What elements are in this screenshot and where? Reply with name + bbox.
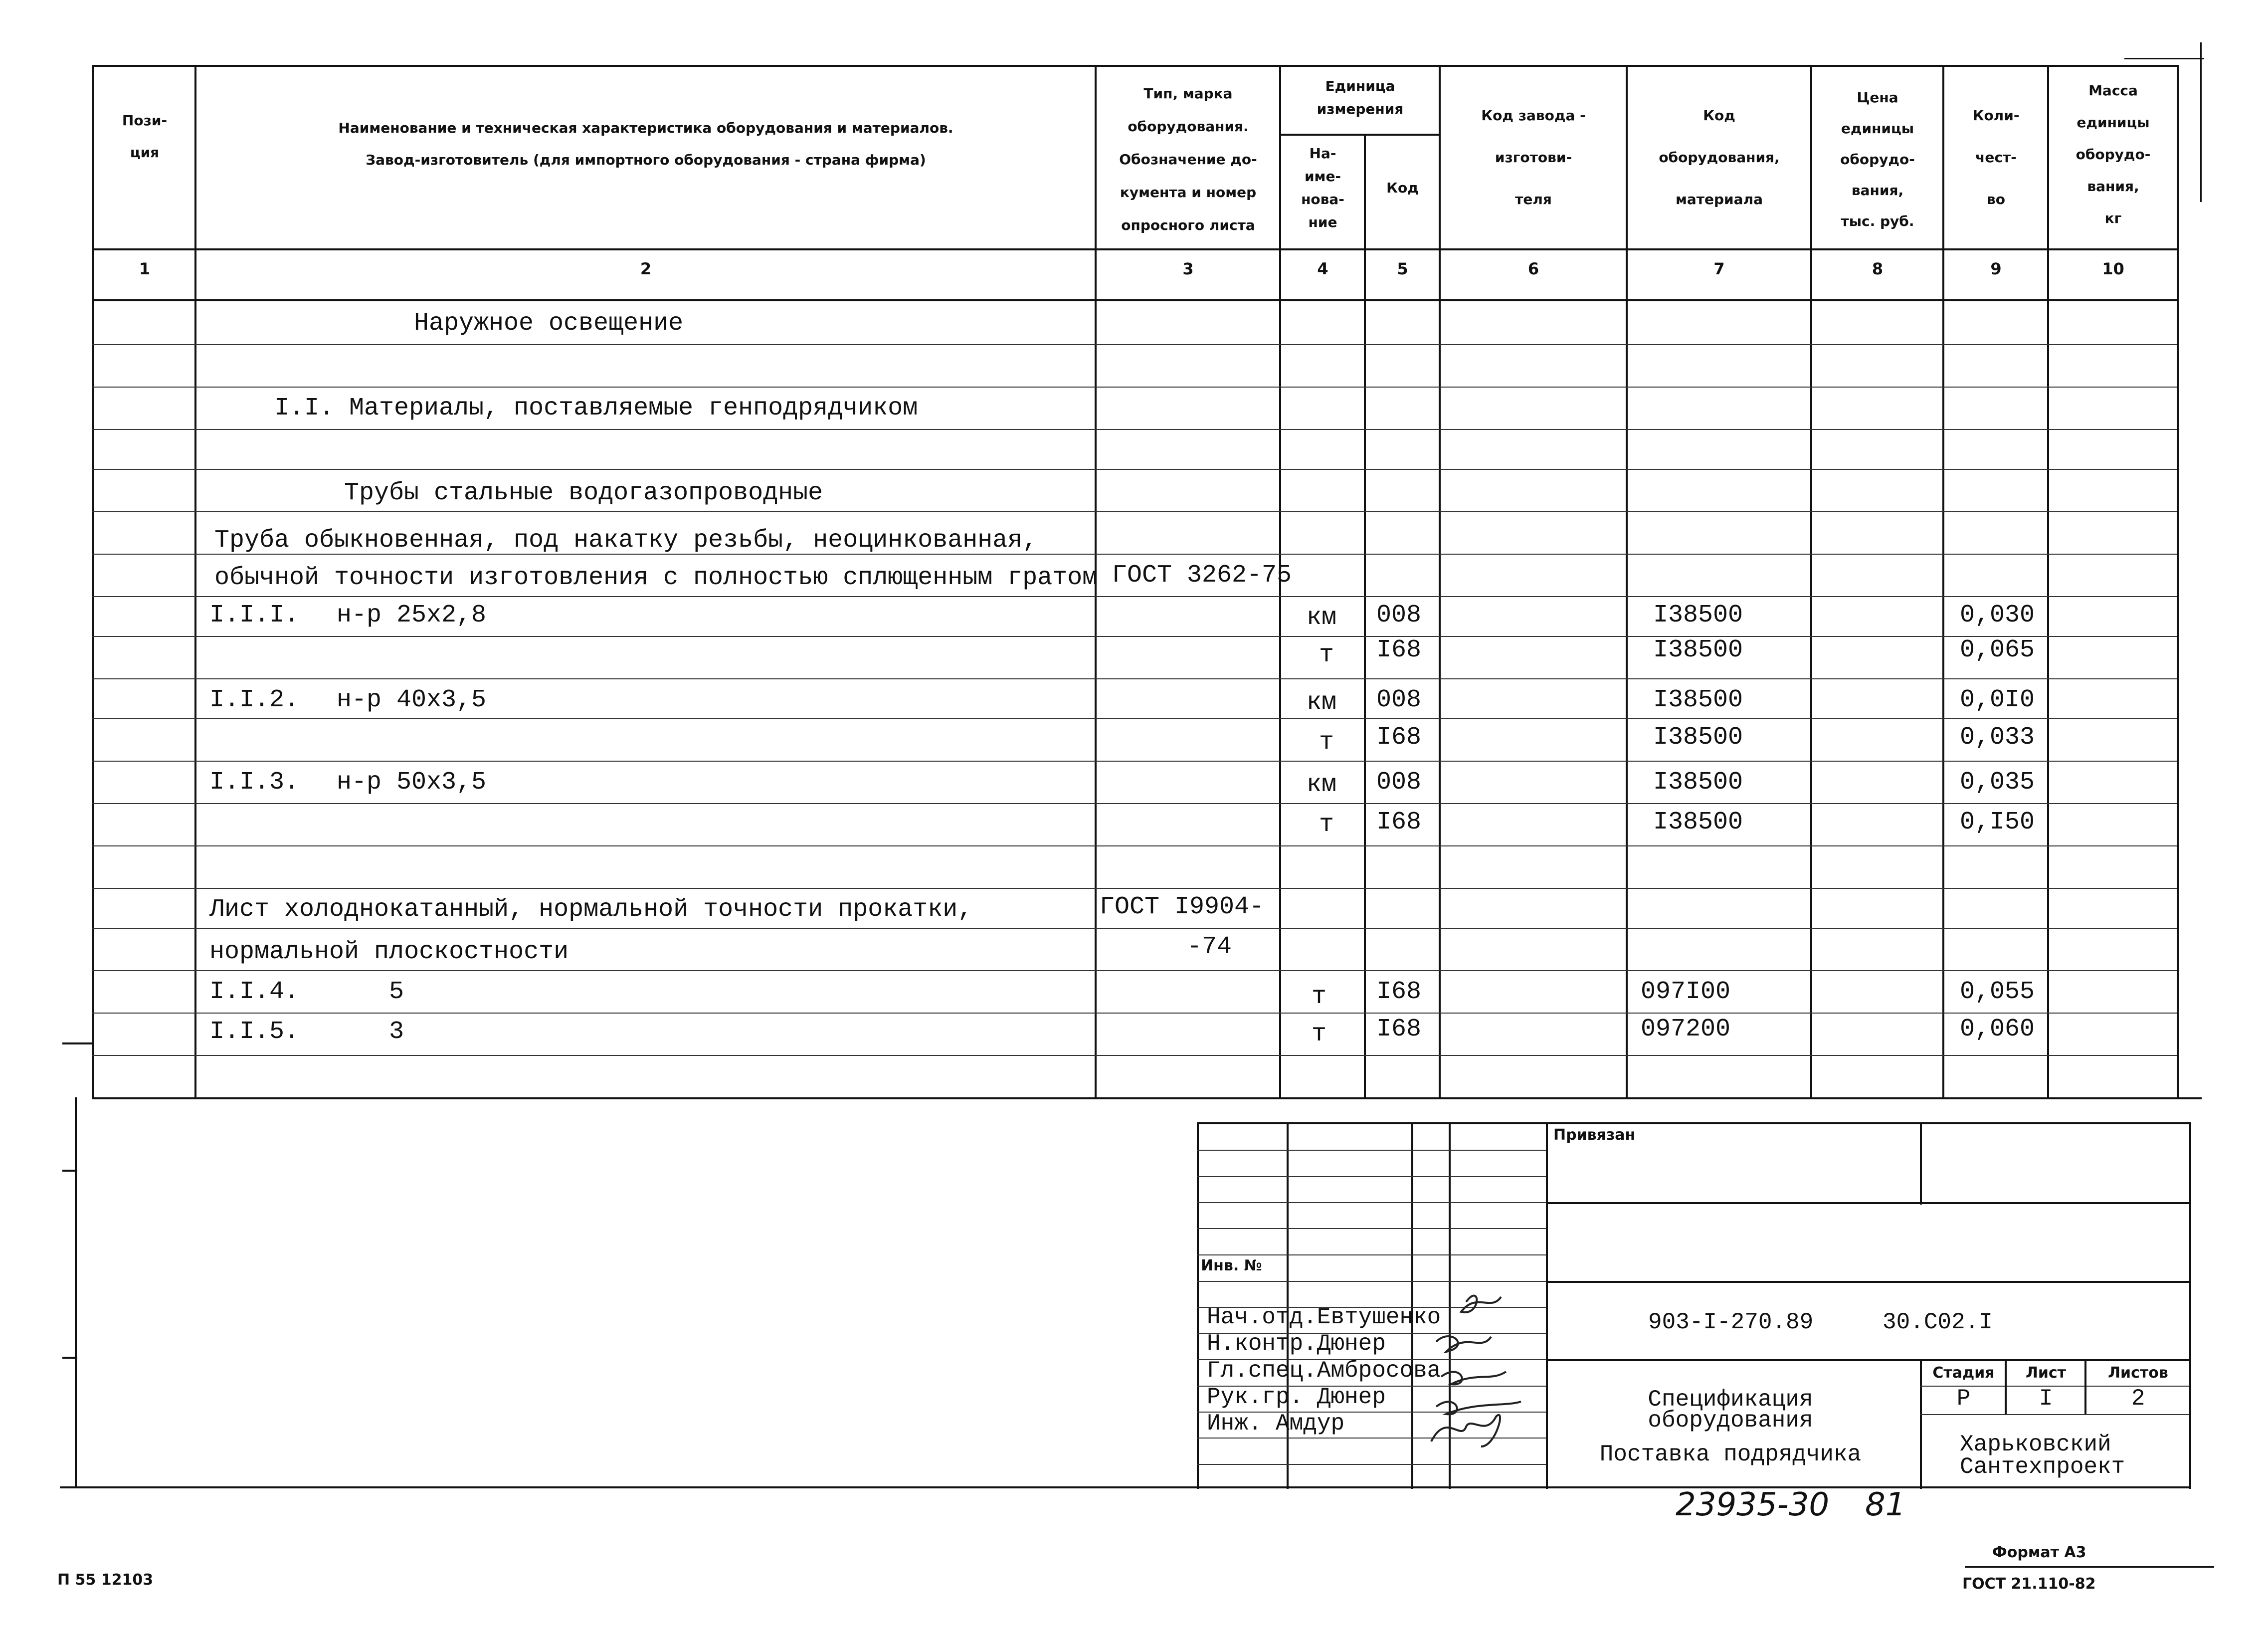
header-col-unit-code <box>1366 172 1439 204</box>
header-col-code <box>1628 95 1810 220</box>
doc-designation: -74 <box>1187 933 1232 961</box>
header-text: Код <box>1703 107 1735 124</box>
doc-designation: ГОСТ 3262-75 <box>1112 561 1292 590</box>
col-number: 1 <box>139 259 151 278</box>
header-col-name <box>197 112 1095 176</box>
header-text: вания, <box>2087 178 2139 195</box>
quantity: 0,0I0 <box>1960 686 2035 714</box>
unit-code: 008 <box>1376 768 1422 797</box>
col-number: 5 <box>1397 259 1408 278</box>
row-line <box>92 636 2177 637</box>
header-col-mass <box>2050 75 2177 234</box>
header-text: изготови- <box>1495 149 1572 166</box>
unit-name: км <box>1307 604 1337 632</box>
item-name: н-р 25х2,8 <box>337 601 487 629</box>
sheet-header: Лист <box>2025 1364 2067 1382</box>
tb-row <box>1920 1414 2189 1415</box>
tb-row <box>1546 1359 2189 1361</box>
col-line-5 <box>1439 65 1441 1097</box>
tb-row <box>1197 1228 1546 1229</box>
header-text: теля <box>1515 191 1552 207</box>
subsection-title: I.I. Материалы, поставляемые генподрядчиком <box>274 394 918 422</box>
crop-mark <box>2124 58 2204 59</box>
header-text: Тип, марка <box>1143 85 1233 102</box>
col-line-0 <box>92 65 94 1097</box>
col-line-8 <box>1942 65 1944 1097</box>
unit-code: I68 <box>1376 808 1422 836</box>
sheets-value: 2 <box>2131 1386 2145 1412</box>
col-line-9 <box>2047 65 2049 1097</box>
item-description: Труба обыкновенная, под накатку резьбы, неоцинкованная, <box>214 526 1038 555</box>
quantity: 0,033 <box>1960 723 2035 752</box>
col-number: 3 <box>1182 259 1194 278</box>
row-line <box>92 429 2177 430</box>
footer-line <box>1965 1566 2214 1568</box>
header-text: единицы <box>1841 120 1914 137</box>
position: I.I.4. <box>209 978 300 1006</box>
header-col-type <box>1097 77 1279 242</box>
header-text: ние <box>1308 214 1337 230</box>
header-text: единицы <box>2077 114 2150 131</box>
col-number: 9 <box>1990 259 2002 278</box>
unit-name: т <box>1319 728 1334 757</box>
col-number: 7 <box>1713 259 1725 278</box>
header-text: Наименование и техническая характеристика оборудования и материалов. <box>338 120 953 136</box>
quantity: 0,065 <box>1960 636 2035 664</box>
header-col-unit-name <box>1282 142 1364 234</box>
item-name: н-р 40х3,5 <box>337 686 487 714</box>
header-text: Коли- <box>1972 107 2020 124</box>
material-code: 097200 <box>1641 1015 1731 1043</box>
header-text: измерения <box>1317 101 1404 117</box>
row-line <box>92 928 2177 929</box>
organization: Харьковский <box>1960 1432 2111 1457</box>
unit-code: I68 <box>1376 636 1422 664</box>
header-text: име- <box>1304 168 1341 185</box>
numbers-bottom-border <box>92 299 2177 301</box>
format-label: Формат А3 <box>1992 1544 2086 1561</box>
material-code: I38500 <box>1653 636 1743 664</box>
sheet-value: I <box>2039 1386 2053 1412</box>
tb-row <box>1197 1176 1546 1177</box>
item-name: н-р 50х3,5 <box>337 768 487 797</box>
doc-title: Спецификация <box>1648 1387 1813 1413</box>
doc-code: 903-I-270.89 <box>1648 1309 1814 1335</box>
tb-left <box>1197 1122 1199 1489</box>
row-line <box>92 511 2177 512</box>
table-top-border <box>92 65 2177 67</box>
position: I.I.5. <box>209 1018 300 1046</box>
header-text: Масса <box>2088 82 2138 99</box>
tb-top <box>1197 1122 2189 1124</box>
row-line <box>92 970 2177 971</box>
privyazan-label: Привязан <box>1553 1126 1636 1144</box>
header-text: тыс. руб. <box>1841 213 1914 229</box>
col-number: 8 <box>1872 259 1884 278</box>
row-line <box>92 1013 2177 1014</box>
header-bottom-border <box>92 248 2177 250</box>
row-line <box>92 718 2177 719</box>
col-line-10 <box>2177 65 2179 1097</box>
header-text: оборудо- <box>2076 146 2151 163</box>
col-line-7 <box>1810 65 1812 1097</box>
quantity: 0,030 <box>1960 601 2035 629</box>
row-line <box>92 1055 2177 1056</box>
tb-row <box>1546 1202 2189 1204</box>
col-line-4 <box>1364 135 1366 1097</box>
inventory-label: Инв. № <box>1201 1257 1262 1274</box>
col-line-1 <box>194 65 196 1097</box>
tb-row <box>1546 1281 2189 1283</box>
doc-designation: ГОСТ I9904- <box>1100 893 1265 921</box>
header-col-maker <box>1441 95 1626 220</box>
material-code: 097I00 <box>1641 978 1731 1006</box>
stage-header: Стадия <box>1932 1364 1995 1382</box>
role-line: Н.контр.Дюнер <box>1207 1331 1386 1357</box>
quantity: 0,060 <box>1960 1015 2035 1043</box>
doc-title: оборудования <box>1648 1408 1813 1434</box>
header-text: Единица <box>1325 78 1395 94</box>
quantity: 0,I50 <box>1960 808 2035 836</box>
header-text: материала <box>1676 191 1763 207</box>
material-code: I38500 <box>1653 768 1743 797</box>
unit-code: I68 <box>1376 978 1422 1006</box>
col-number: 2 <box>640 259 652 278</box>
frame-tick <box>62 1170 77 1172</box>
item-description: нормальной плоскостности <box>209 938 569 966</box>
row-line <box>92 888 2177 889</box>
frame-tick <box>62 1042 92 1044</box>
header-text: Пози- <box>122 112 168 129</box>
header-text: чест- <box>1975 149 2017 166</box>
item-description: обычной точности изготовления с полностью сплющенным гратом <box>214 564 1098 592</box>
role-line: Инж. Амдур <box>1207 1411 1345 1437</box>
frame-tick <box>62 1357 77 1359</box>
unit-name: км <box>1307 688 1337 717</box>
col-number: 6 <box>1527 259 1539 278</box>
material-code: I38500 <box>1653 686 1743 714</box>
unit-name: т <box>1319 641 1334 669</box>
stamp-label: П 55 12103 <box>57 1571 154 1589</box>
material-code: I38500 <box>1653 723 1743 752</box>
sheet-code: 30.С02.I <box>1883 1309 1993 1335</box>
unit-name: т <box>1312 1020 1327 1048</box>
row-line <box>92 596 2177 597</box>
header-text: во <box>1987 191 2005 207</box>
sheets-header: Листов <box>2108 1364 2168 1382</box>
tb-col <box>2005 1359 2007 1414</box>
position: I.I.2. <box>209 686 300 714</box>
frame-left <box>75 1097 77 1486</box>
header-text: кумента и номер <box>1120 184 1257 201</box>
unit-name: т <box>1312 983 1327 1011</box>
crop-mark <box>2200 42 2202 202</box>
header-text: нова- <box>1301 191 1344 207</box>
row-line <box>92 387 2177 388</box>
header-text: Завод-изготовитель (для импортного оборудования - страна фирма) <box>366 152 926 168</box>
position: I.I.3. <box>209 768 300 797</box>
col-line-6 <box>1626 65 1628 1097</box>
row-line <box>92 678 2177 679</box>
unit-code: I68 <box>1376 1015 1422 1043</box>
header-text: Код <box>1386 180 1419 196</box>
row-line <box>92 803 2177 804</box>
row-line <box>92 469 2177 470</box>
col-number: 10 <box>2102 259 2124 278</box>
role-line: Гл.спец.Амбросова <box>1207 1358 1441 1384</box>
header-text: вания, <box>1851 182 1904 199</box>
header-text: ция <box>130 144 160 161</box>
gost-label: ГОСТ 21.110-82 <box>1962 1575 2096 1593</box>
row-line <box>92 761 2177 762</box>
role-line: Рук.гр. Дюнер <box>1207 1384 1386 1410</box>
header-text: На- <box>1309 145 1336 162</box>
header-text: Цена <box>1857 89 1898 106</box>
header-text: оборудования, <box>1659 149 1780 166</box>
position: I.I.I. <box>209 601 300 629</box>
role-line: Нач.отд.Евтушенко <box>1207 1304 1441 1330</box>
col-number: 4 <box>1317 259 1328 278</box>
tb-row <box>1197 1254 1546 1255</box>
section-title: Наружное освещение <box>414 309 684 338</box>
stage-value: Р <box>1956 1386 1971 1412</box>
header-text: опросного листа <box>1121 217 1255 233</box>
tb-col <box>1920 1359 1922 1489</box>
unit-code: I68 <box>1376 723 1422 752</box>
unit-code: 008 <box>1376 601 1422 629</box>
header-col-position <box>95 105 194 169</box>
unit-name: т <box>1319 811 1334 839</box>
tb-row <box>1197 1202 1546 1203</box>
unit-name: км <box>1307 771 1337 799</box>
quantity: 0,055 <box>1960 978 2035 1006</box>
row-line <box>92 845 2177 846</box>
tb-row <box>1197 1150 1546 1151</box>
header-col-qty <box>1945 95 2047 220</box>
tb-row <box>1197 1464 1546 1465</box>
header-col-price <box>1813 82 1942 237</box>
archive-number: 23935-30 <box>1676 1486 1830 1523</box>
group-title: Трубы стальные водогазопроводные <box>344 479 823 507</box>
item-description: Лист холоднокатанный, нормальной точности прокатки, <box>209 895 973 924</box>
header-text: оборудо- <box>1840 151 1915 168</box>
tb-col <box>2084 1359 2086 1414</box>
tb-col <box>1920 1122 1922 1205</box>
tb-col <box>1546 1122 1548 1489</box>
header-text: Обозначение до- <box>1119 151 1257 168</box>
quantity: 0,035 <box>1960 768 2035 797</box>
unit-subheader-line <box>1279 134 1439 136</box>
header-text: Код завода - <box>1481 107 1586 124</box>
unit-code: 008 <box>1376 686 1422 714</box>
row-line <box>92 344 2177 345</box>
header-text: кг <box>2104 210 2122 226</box>
tb-right <box>2189 1122 2191 1489</box>
signatures <box>1406 1277 1536 1456</box>
material-code: I38500 <box>1653 601 1743 629</box>
header-col-unit <box>1282 75 1439 121</box>
material-code: I38500 <box>1653 808 1743 836</box>
header-text: оборудования. <box>1128 118 1249 135</box>
item-name: 3 <box>389 1018 404 1046</box>
organization: Сантехпроект <box>1960 1454 2125 1480</box>
page-number: 81 <box>1865 1486 1906 1523</box>
table-bottom-border <box>92 1097 2202 1099</box>
item-name: 5 <box>389 978 404 1006</box>
doc-subtitle: Поставка подрядчика <box>1599 1442 1862 1467</box>
